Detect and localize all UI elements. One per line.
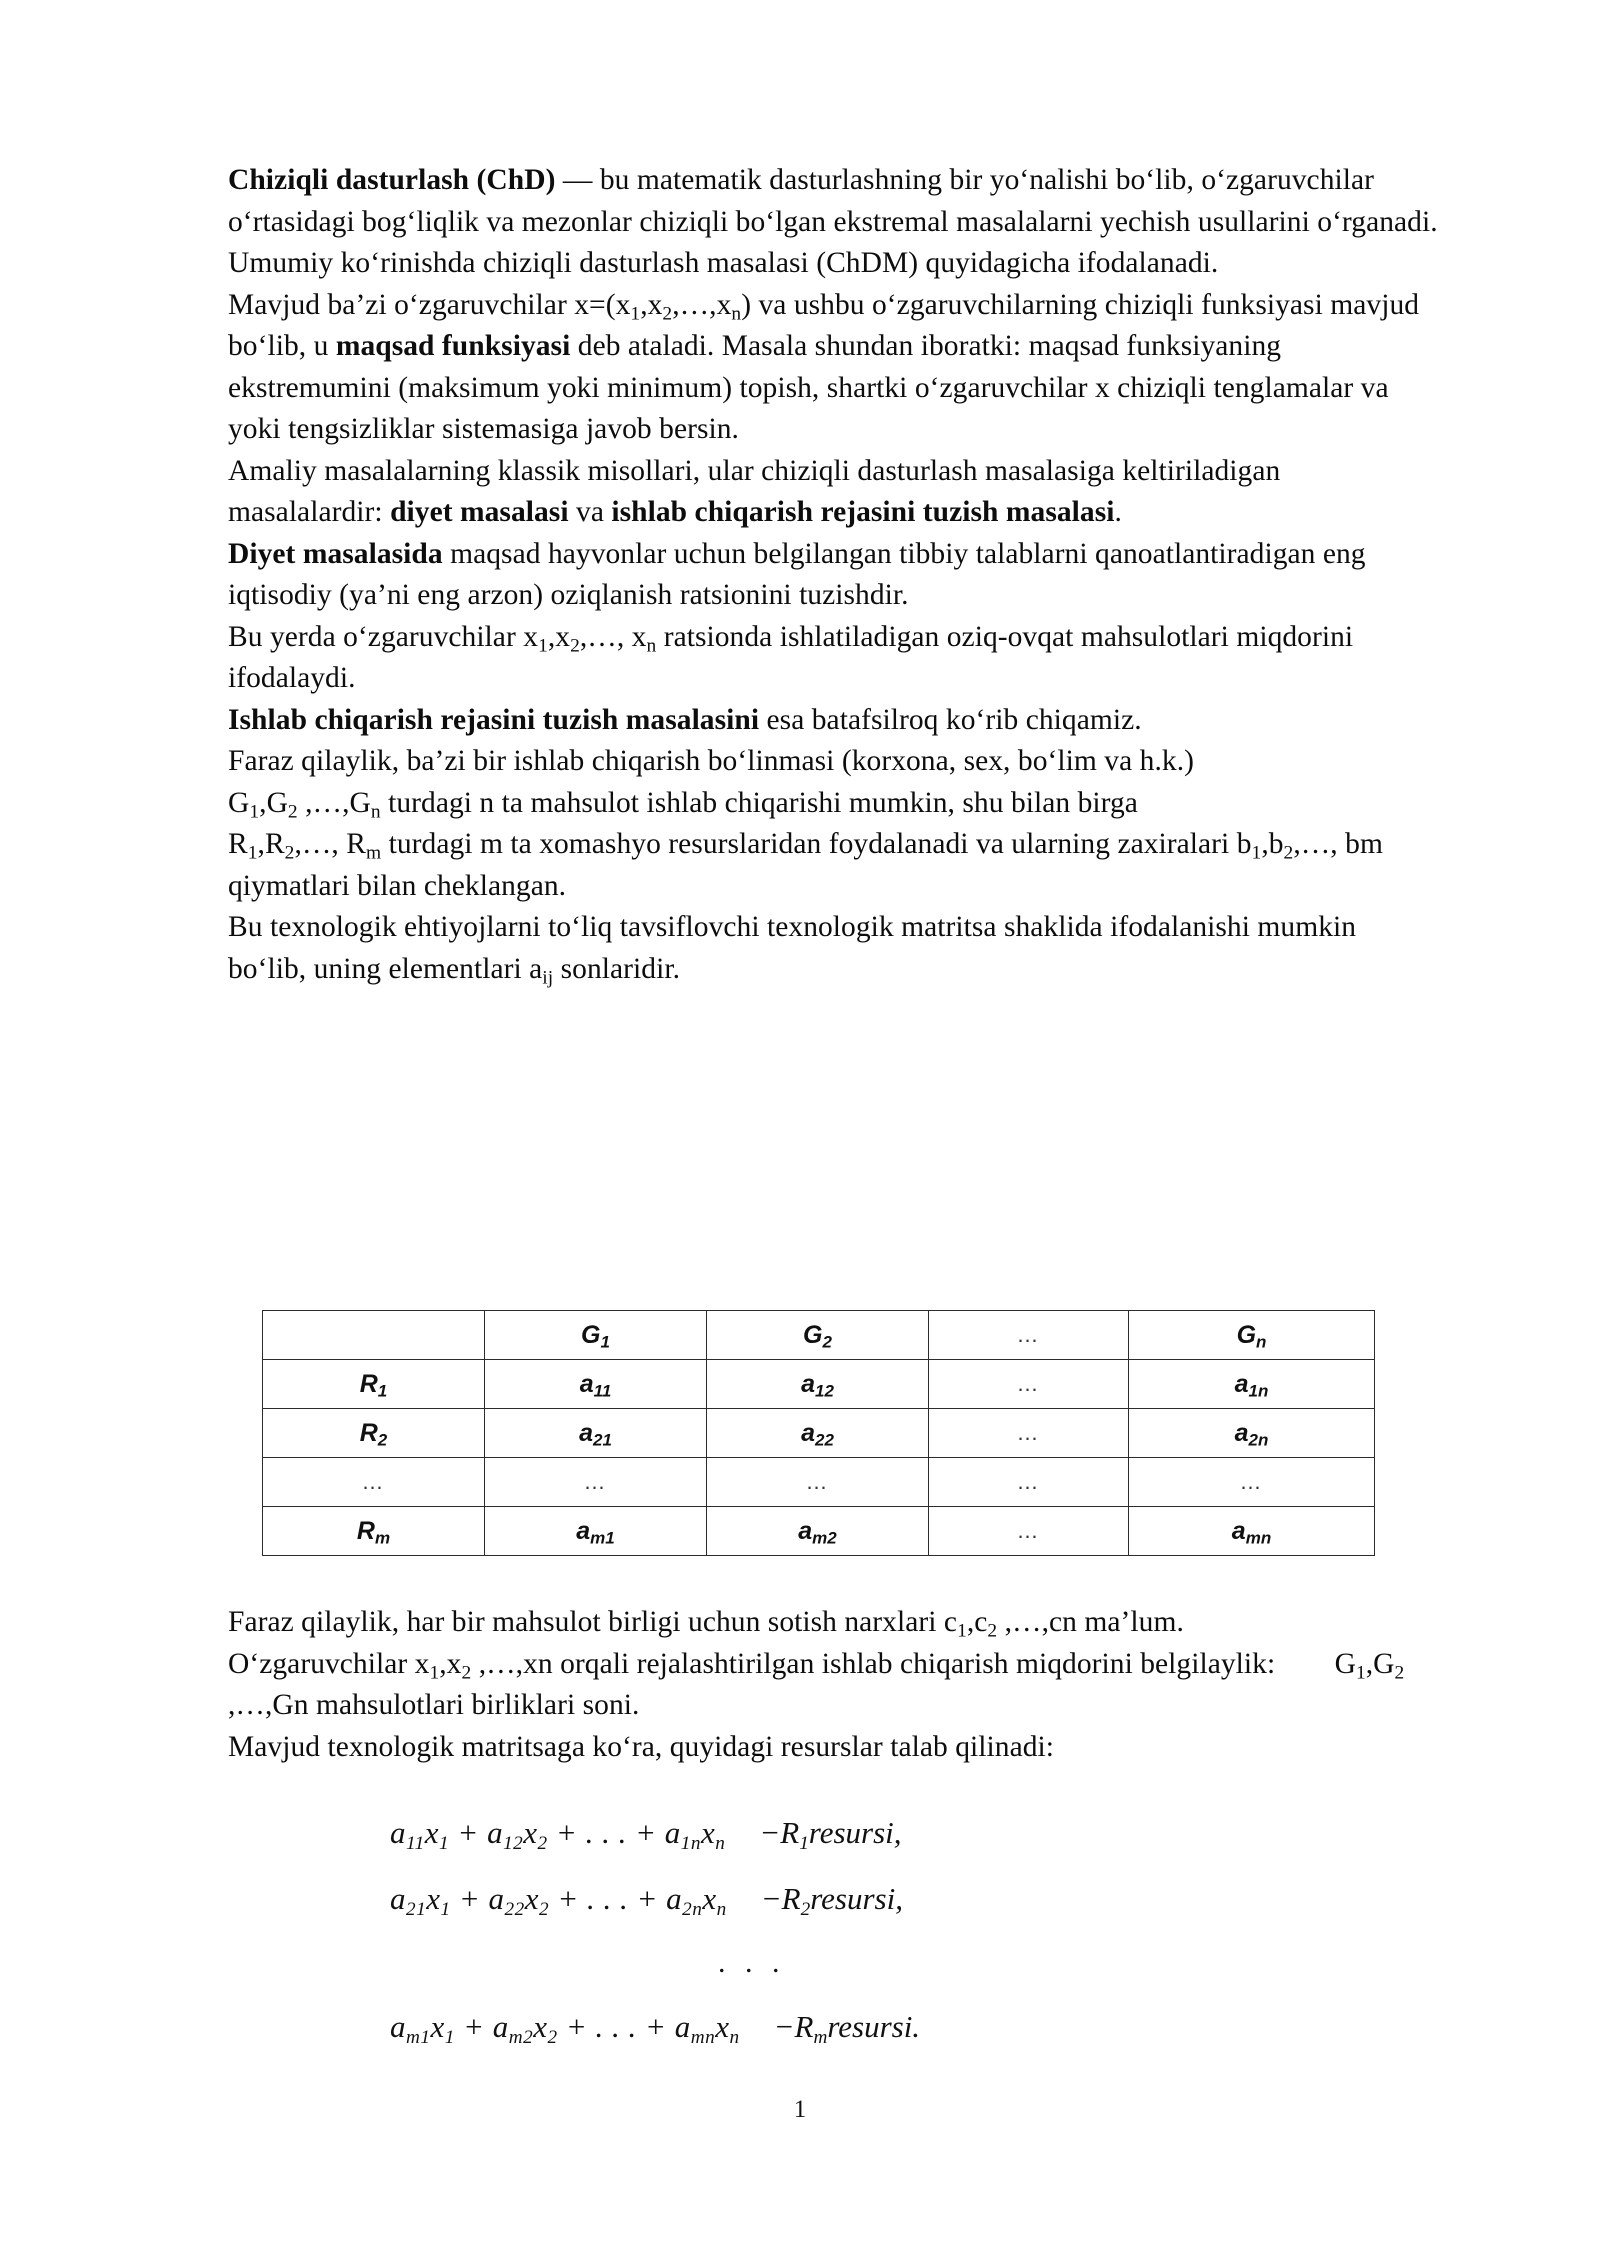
diet-vars-c: ,…, x — [579, 620, 647, 653]
resources-c: ,…, R — [294, 828, 367, 860]
sub-m: m — [366, 842, 382, 864]
tech-matrix-a: Bu texnologik ehtiyojlarni to‘liq tavsiflovchi texnologik matritsa shaklida ifodalanishi mumkin bo‘lib, uning elementlari a — [228, 911, 1357, 985]
table-header-ellipsis: … — [929, 1311, 1129, 1360]
am1-sub: m1 — [590, 1527, 615, 1547]
paragraph-plan-variables — [228, 1644, 1438, 1727]
sub-1: 1 — [630, 302, 641, 324]
eq2-s3: 22 — [504, 1898, 525, 1920]
sub-2: 2 — [461, 1661, 472, 1683]
definition-text: — bu matematik dasturlashning bir yo‘nalishi bo‘lib, o‘zgaruvchilar o‘rtasidagi bog‘liqlik va mezonlar chiziqli bo‘lgan ekstremal masalalarni yechish usullarini o‘rganadi. — [228, 164, 1438, 238]
equation-1-rhs — [759, 1815, 902, 1854]
equation-row-2 — [0, 1866, 1600, 1932]
eq1-s1: 11 — [406, 1832, 425, 1854]
amn-sub: mn — [1245, 1527, 1272, 1547]
a12-sub: 12 — [814, 1380, 834, 1400]
cell-am2 — [707, 1507, 929, 1556]
diet-vars-a: Bu yerda o‘zgaruvchilar x — [228, 620, 539, 653]
equation-3-rhs — [773, 2009, 921, 2048]
eq1-t1: a — [390, 1815, 406, 1850]
diet-text: maqsad hayvonlar uchun belgilangan tibbiy talablarni qanoatlantiradigan eng iqtisodiy (ya’ni eng arzon) oziqlanish ratsionini tuzishdir. — [228, 537, 1366, 611]
eq2-t3: + a — [450, 1881, 505, 1916]
eq2-t2: x — [426, 1881, 441, 1916]
eq3-r-sub: m — [813, 2026, 828, 2048]
resources-d: turdagi m ta xomashyo resurslaridan foydalanadi va ularning zaxiralari b — [381, 828, 1252, 860]
cell-a12 — [707, 1360, 929, 1409]
diet-vars-d: ratsionda ishlatiladigan oziq-ovqat mahsulotlari miqdorini ifodalaydi. — [228, 620, 1354, 694]
a22-sub: 22 — [814, 1429, 834, 1449]
a21-base: a — [579, 1418, 593, 1447]
equation-2-lhs — [390, 1881, 727, 1920]
sub-2: 2 — [570, 634, 580, 656]
eq1-s6: n — [715, 1832, 726, 1854]
eq3-t5: + . . . + a — [557, 2009, 691, 2044]
sub-1: 1 — [429, 1661, 440, 1683]
sub-2: 2 — [987, 1620, 998, 1642]
eq1-t2: x — [424, 1815, 440, 1850]
paragraph-required-resources — [228, 1727, 1438, 1769]
row-label-r2 — [263, 1409, 485, 1458]
paragraph-resources — [228, 824, 1438, 907]
a1n-sub: 1n — [1248, 1380, 1269, 1400]
term-ishlab-chiqarish-rejasi: ishlab chiqarish rejasini tuzish masalasi — [611, 496, 1115, 528]
row-label-ellipsis: … — [263, 1458, 485, 1507]
tech-matrix-b: sonlaridir. — [553, 952, 681, 985]
vars-text-d: ) va ushbu o‘zgaruvchilarning chiziqli funksiyasi mavjud bo‘lib, u — [228, 288, 1420, 362]
resources-e: ,b — [1261, 828, 1284, 860]
eq1-s4: 2 — [537, 1832, 548, 1854]
term-chiziqli-dasturlash: Chiziqli dasturlash (ChD) — [228, 164, 556, 196]
sub-g2: 2 — [1394, 1661, 1405, 1683]
plan-vars-gap — [1275, 1648, 1334, 1680]
equation-row-1 — [0, 1800, 1600, 1866]
header-gn-sub: n — [1256, 1331, 1267, 1351]
sub-1: 1 — [249, 800, 260, 822]
eq2-s2: 1 — [440, 1898, 451, 1920]
equation-row-3 — [0, 1994, 1600, 2060]
cell-a11 — [485, 1360, 707, 1409]
products-d: turdagi n ta mahsulot ishlab chiqarishi mumkin, shu bilan birga — [380, 786, 1138, 819]
eq3-s4: 2 — [547, 2026, 558, 2048]
resources-a: R — [228, 828, 248, 860]
eq1-t6: x — [700, 1815, 716, 1850]
examples-text-a: Amaliy masalalarning klassik misollari, ular chiziqli dasturlash masalasiga keltiriladigan masalalardir: — [228, 454, 1281, 528]
cell-ellipsis: … — [929, 1458, 1129, 1507]
paragraph-classic-examples — [228, 451, 1438, 534]
row-label-r1 — [263, 1360, 485, 1409]
examples-conjunction: va — [568, 496, 612, 528]
term-maqsad-funksiyasi: maqsad funksiyasi — [335, 330, 571, 362]
a11-base: a — [579, 1369, 594, 1398]
am2-base: a — [798, 1516, 813, 1545]
document-body-lower — [228, 1602, 1438, 1768]
a21-sub: 21 — [592, 1429, 612, 1449]
prices-b: ,c — [966, 1606, 988, 1638]
eq2-s6: n — [716, 1898, 727, 1920]
equations-ellipsis: . . . — [718, 1946, 786, 1979]
eq3-s6: n — [729, 2026, 740, 2048]
eq3-r-word: resursi. — [827, 2009, 921, 2044]
a2n-base: a — [1234, 1418, 1249, 1447]
table-row — [263, 1360, 1375, 1409]
technology-matrix-table-wrapper — [262, 1310, 1374, 1556]
eq3-t3: + a — [454, 2009, 509, 2044]
eq3-r-dash: −R — [773, 2009, 814, 2044]
eq2-t5: + . . . + a — [549, 1881, 683, 1916]
vars-text-b: ,x — [640, 288, 663, 321]
eq1-r-word: resursi, — [808, 1815, 902, 1850]
r1-base: R — [359, 1369, 378, 1398]
plan-vars-c: ,…,xn orqali rejalashtirilgan ishlab chiqarish miqdorini belgilaylik: — [471, 1647, 1276, 1680]
row-label-rm — [263, 1507, 485, 1556]
cell-ellipsis: … — [929, 1360, 1129, 1409]
cell-amn — [1129, 1507, 1375, 1556]
sub-b1: 1 — [1251, 842, 1262, 864]
eq2-r-sub: 2 — [800, 1898, 811, 1920]
products-c: ,…,G — [297, 786, 371, 819]
table-header-g1 — [485, 1311, 707, 1360]
vars-text-a: Mavjud ba’zi o‘zgaruvchilar x=(x — [228, 288, 631, 321]
document-body — [228, 160, 1438, 990]
eq2-t4: x — [524, 1881, 539, 1916]
sub-g1: 1 — [1355, 1661, 1366, 1683]
eq2-r-word: resursi, — [810, 1881, 903, 1916]
a12-base: a — [801, 1369, 815, 1398]
amn-base: a — [1231, 1516, 1246, 1545]
eq2-t1: a — [390, 1881, 406, 1916]
sub-2: 2 — [284, 842, 295, 864]
cell-ellipsis: … — [707, 1458, 929, 1507]
eq3-s3: m2 — [508, 2026, 534, 2048]
sub-ij: ij — [542, 966, 554, 988]
paragraph-diet-problem — [228, 534, 1438, 617]
header-g1-base: G — [581, 1320, 601, 1349]
paragraph-prices — [228, 1602, 1438, 1644]
eq2-t6: x — [702, 1881, 717, 1916]
required-resources-text: Mavjud texnologik matritsaga ko‘ra, quyidagi resurslar talab qilinadi: — [228, 1730, 1055, 1763]
am2-sub: m2 — [812, 1527, 837, 1547]
prices-a: Faraz qilaylik, har bir mahsulot birligi uchun sotish narxlari c — [228, 1606, 958, 1638]
eq1-s5: 1n — [680, 1832, 701, 1854]
cell-ellipsis: … — [929, 1507, 1129, 1556]
plan-vars-b: ,x — [439, 1647, 462, 1680]
sub-2: 2 — [287, 800, 298, 822]
plan-vars-d: G — [1334, 1647, 1356, 1680]
table-header-gn — [1129, 1311, 1375, 1360]
vars-text-e: deb ataladi. Masala shundan iboratki: maqsad funksiyaning ekstremumini (maksimum yoki minimum) topish, shartki o‘zgaruvchilar x chiziqli tenglamalar va yoki tengsizliklar sistemasiga javob bersin. — [228, 330, 1389, 445]
technology-matrix-table — [262, 1310, 1375, 1556]
paragraph-variables — [228, 285, 1438, 451]
table-header-g2 — [707, 1311, 929, 1360]
eq3-t1: a — [390, 2009, 406, 2044]
plan-vars-f: ,…,Gn mahsulotlari birliklari soni. — [228, 1689, 640, 1721]
eq3-s5: mn — [690, 2026, 716, 2048]
term-ishlab-chiqarish-masalasini: Ishlab chiqarish rejasini tuzish masalasini — [228, 703, 760, 736]
header-gn-base: G — [1236, 1320, 1257, 1349]
eq3-t2: x — [430, 2009, 445, 2044]
assumption-text: Faraz qilaylik, ba’zi bir ishlab chiqarish bo‘linmasi (korxona, sex, bo‘lim va h.k.) — [228, 745, 1194, 777]
rm-base: R — [356, 1516, 375, 1545]
eq1-t5: + . . . + a — [547, 1815, 681, 1850]
equations-block — [0, 1800, 1600, 2060]
page-number: 1 — [793, 2096, 807, 2123]
eq1-r-sub: 1 — [799, 1832, 809, 1854]
paragraph-general-form — [228, 243, 1438, 285]
prices-c: ,…,cn ma’lum. — [997, 1606, 1184, 1638]
general-form-text: Umumiy ko‘rinishda chiziqli dasturlash masalasi (ChDM) quyidagicha ifodalanadi. — [228, 247, 1219, 279]
production-plan-text: esa batafsilroq ko‘rib chiqamiz. — [759, 703, 1142, 736]
table-row — [263, 1409, 1375, 1458]
resources-b: ,R — [257, 828, 285, 860]
eq2-s5: 2n — [682, 1898, 703, 1920]
paragraph-assumption — [228, 741, 1438, 783]
equation-3-lhs — [390, 2009, 740, 2048]
cell-a1n — [1129, 1360, 1375, 1409]
table-header-row — [263, 1311, 1375, 1360]
a22-base: a — [801, 1418, 815, 1447]
header-g2-sub: 2 — [822, 1331, 832, 1351]
header-g2-base: G — [803, 1320, 823, 1349]
products-b: ,G — [259, 786, 288, 819]
eq1-r-dash: −R — [759, 1815, 800, 1850]
a1n-base: a — [1234, 1369, 1249, 1398]
eq1-s2: 1 — [439, 1832, 450, 1854]
paragraph-diet-variables — [228, 617, 1438, 700]
rm-sub: m — [374, 1527, 391, 1547]
term-diyet-masalasi: diyet masalasi — [390, 496, 569, 528]
sub-1: 1 — [957, 1620, 967, 1642]
sub-n: n — [370, 800, 381, 822]
eq2-s4: 2 — [538, 1898, 550, 1920]
sub-1: 1 — [247, 842, 258, 864]
plan-vars-a: O‘zgaruvchilar x — [228, 1647, 430, 1680]
r2-sub: 2 — [377, 1429, 388, 1449]
equation-1-lhs — [390, 1815, 726, 1854]
r1-sub: 1 — [377, 1380, 388, 1400]
cell-ellipsis: … — [929, 1409, 1129, 1458]
resources-f: ,…, bm qiymatlari bilan cheklangan. — [228, 828, 1383, 902]
eq3-s1: m1 — [406, 2026, 431, 2048]
sub-b2: 2 — [1283, 842, 1294, 864]
table-row — [263, 1507, 1375, 1556]
a11-sub: 11 — [593, 1380, 612, 1400]
am1-base: a — [576, 1516, 591, 1545]
sub-n: n — [731, 302, 742, 324]
sub-1: 1 — [538, 634, 548, 656]
term-diyet-masalasida: Diyet masalasida — [228, 537, 443, 570]
sub-n: n — [646, 634, 657, 656]
cell-ellipsis: … — [485, 1458, 707, 1507]
plan-vars-e: ,G — [1365, 1647, 1395, 1680]
sub-2: 2 — [662, 302, 673, 324]
paragraph-tech-matrix-intro — [228, 907, 1438, 990]
equation-2-rhs — [760, 1881, 903, 1920]
header-g1-sub: 1 — [600, 1331, 610, 1351]
eq2-s1: 21 — [406, 1898, 427, 1920]
cell-ellipsis: … — [1129, 1458, 1375, 1507]
eq3-s2: 1 — [444, 2026, 455, 2048]
cell-a21 — [485, 1409, 707, 1458]
paragraph-production-plan — [228, 700, 1438, 742]
diet-vars-b: ,x — [547, 620, 571, 653]
eq1-s3: 12 — [503, 1832, 524, 1854]
cell-a22 — [707, 1409, 929, 1458]
products-a: G — [228, 786, 250, 819]
cell-am1 — [485, 1507, 707, 1556]
table-cell-empty — [263, 1311, 485, 1360]
eq3-t4: x — [533, 2009, 548, 2044]
r2-base: R — [359, 1418, 378, 1447]
vars-text-c: ,…,x — [672, 288, 732, 321]
cell-a2n — [1129, 1409, 1375, 1458]
paragraph-definition — [228, 160, 1438, 243]
eq1-t3: + a — [449, 1815, 504, 1850]
paragraph-products — [228, 783, 1438, 825]
table-row — [263, 1458, 1375, 1507]
eq1-t4: x — [523, 1815, 538, 1850]
examples-period: . — [1114, 496, 1122, 528]
a2n-sub: 2n — [1248, 1429, 1269, 1449]
eq2-r-dash: −R — [760, 1881, 801, 1916]
eq3-t6: x — [715, 2009, 730, 2044]
